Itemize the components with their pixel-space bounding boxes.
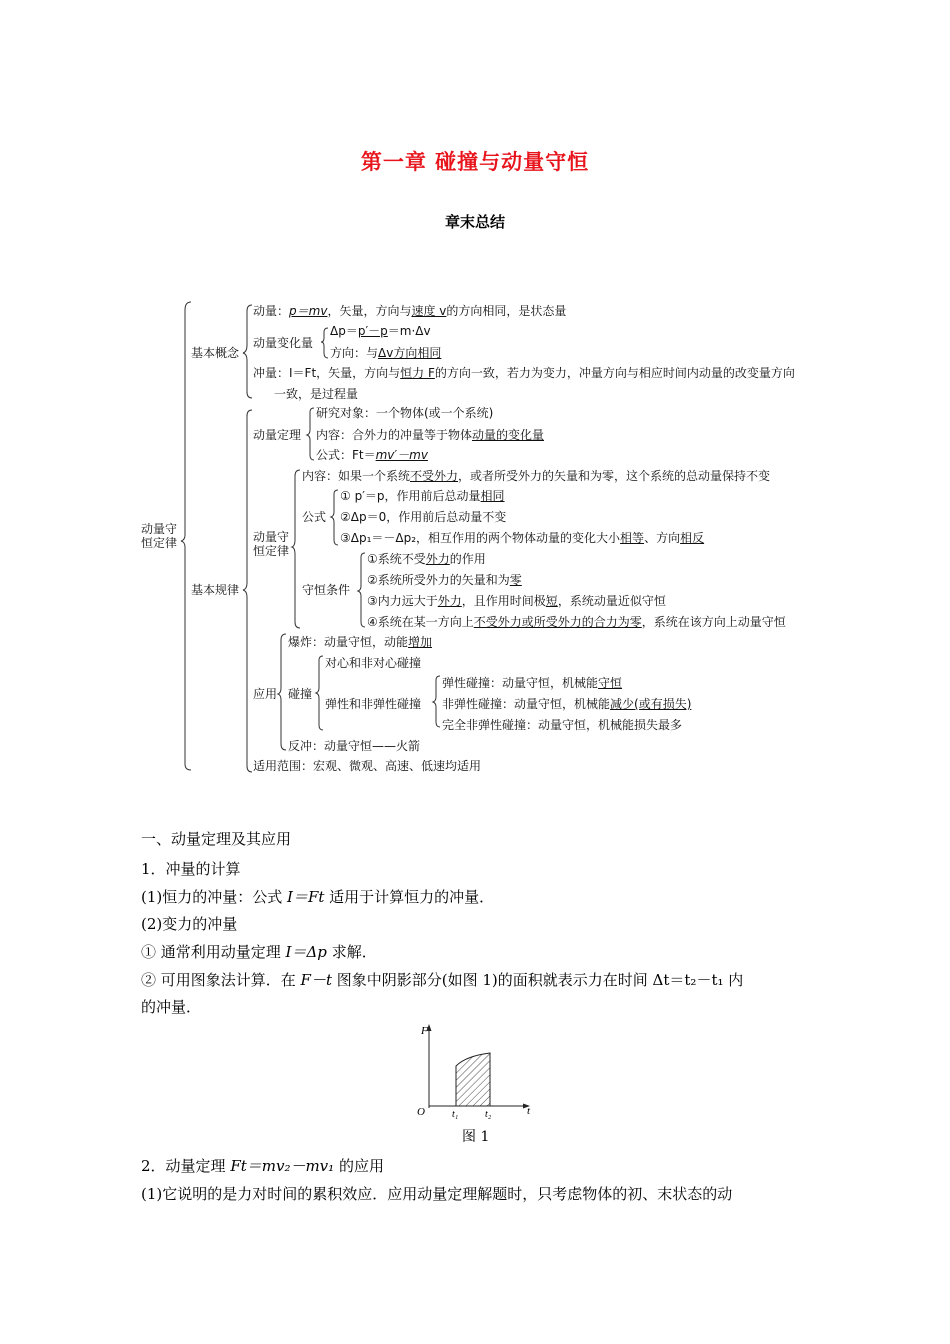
text: 爆炸：动量守恒，动能 xyxy=(288,635,409,649)
conservation-content xyxy=(302,469,770,483)
underlined-answer: 外力 xyxy=(437,594,462,608)
elastic-brace xyxy=(433,676,440,727)
elastic-2 xyxy=(442,697,691,711)
theorem-label: 动量定理 xyxy=(253,428,302,442)
chapter-title: 第一章 碰撞与动量守恒 xyxy=(360,150,590,174)
central-collision: 对心和非对心碰撞 xyxy=(325,656,422,670)
change-line-2 xyxy=(330,346,441,360)
text: 适用于计算恒力的冲量． xyxy=(324,888,495,906)
momentum-formula: p＝mv xyxy=(289,304,328,318)
y-axis-label: F xyxy=(421,1025,428,1037)
paragraph-6: (1)它说明的是力对时间的累积效应．应用动量定理解题时，只考虑物体的初、末状态的动 xyxy=(141,1185,733,1203)
scope-line: 适用范围：宏观、微观、高速、低速均适用 xyxy=(253,759,482,773)
formula: I＝Ft xyxy=(287,888,325,906)
text: ① p′＝p，作用前后总动量 xyxy=(340,489,481,503)
theorem-content xyxy=(316,428,544,442)
underlined-answer: mv′－mv xyxy=(375,448,428,462)
momentum-line xyxy=(253,304,566,318)
underlined-answer: 不受外力或所受外力的合力为零 xyxy=(473,615,642,629)
concepts-label: 基本概念 xyxy=(191,346,240,360)
elastic-label: 弹性和非弹性碰撞 xyxy=(325,697,422,711)
formula-2: ②Δp＝0，作用前后总动量不变 xyxy=(340,510,507,524)
condition-3 xyxy=(367,594,666,608)
text: 的方向相同，是状态量 xyxy=(446,304,567,318)
text: 内容：合外力的冲量等于物体 xyxy=(316,428,473,442)
elastic-3: 完全非弹性碰撞：动量守恒，机械能损失最多 xyxy=(442,718,683,732)
underlined-answer: 外力 xyxy=(425,552,450,566)
text: 动量： xyxy=(253,304,290,318)
underlined-answer: 速度 v xyxy=(411,304,447,318)
mindmap-root xyxy=(141,522,181,550)
text: ② 可用图象法计算．在 xyxy=(141,971,301,989)
origin-label: O xyxy=(417,1106,425,1118)
text: 的应用 xyxy=(334,1157,384,1175)
text: 冲量：I＝Ft，矢量，方向与 xyxy=(253,366,401,380)
change-brace xyxy=(321,328,328,358)
text: 求解． xyxy=(326,943,377,961)
text: Δp＝ xyxy=(330,324,358,338)
impulse-line xyxy=(253,366,795,380)
text: 弹性碰撞：动量守恒，机械能 xyxy=(442,676,599,690)
underlined-answer: 动量的变化量 xyxy=(472,428,545,442)
change-label: 动量变化量 xyxy=(253,336,314,350)
change-line-1 xyxy=(330,324,431,338)
text: ④系统在某一方向上 xyxy=(367,615,474,629)
text: 2．动量定理 xyxy=(141,1157,231,1175)
laws-label: 基本规律 xyxy=(191,583,240,597)
condition-4 xyxy=(367,615,786,629)
text: ③内力远大于 xyxy=(367,594,438,608)
underlined-answer: p′－p xyxy=(357,324,388,338)
underlined-answer: 相同 xyxy=(480,489,505,503)
underlined-answer: 增加 xyxy=(408,635,433,649)
figure-1-caption: 图 1 xyxy=(462,1129,490,1145)
root-brace xyxy=(181,302,191,770)
paragraph-1 xyxy=(141,888,494,906)
text: ③Δp₁＝－Δp₂，相互作用的两个物体动量的变化大小 xyxy=(340,531,621,545)
text: 非弹性碰撞：动量守恒，机械能 xyxy=(442,697,611,711)
text: 图象中阴影部分(如图 1)的面积就表示力在时间 Δt＝t₂－t₁ 内 xyxy=(331,971,744,989)
text: ，且作用时间极 xyxy=(461,594,546,608)
impulse-line-2: 一致，是过程量 xyxy=(274,387,359,401)
text: ，系统在该方向上动量守恒 xyxy=(641,615,786,629)
figure-1-plot xyxy=(410,1020,540,1125)
shaded-area xyxy=(456,1053,490,1106)
formula: F－t xyxy=(300,971,332,989)
condition-2 xyxy=(367,573,522,587)
underlined-answer: 守恒 xyxy=(598,676,623,690)
application-brace xyxy=(278,634,286,750)
text: ，矢量，方向与 xyxy=(327,304,412,318)
formula-label: 公式 xyxy=(302,510,327,524)
paragraph-3 xyxy=(141,943,377,961)
text: ，系统动量近似守恒 xyxy=(557,594,666,608)
text: (1)恒力的冲量：公式 xyxy=(141,888,288,906)
t1-label: t₁ xyxy=(452,1109,459,1120)
text: 动量守 恒定律 xyxy=(253,530,290,558)
formula-brace xyxy=(331,490,338,545)
explosion-line xyxy=(288,635,432,649)
underlined-answer: 不受外力 xyxy=(410,469,459,483)
conditions-brace xyxy=(358,553,365,627)
underlined-answer: 相等 xyxy=(620,531,645,545)
paragraph-2: (2)变力的冲量 xyxy=(141,915,238,933)
text: 内容：如果一个系统 xyxy=(302,469,411,483)
elastic-1 xyxy=(442,676,622,690)
underlined-answer: 减少(或有损失) xyxy=(610,697,692,711)
heading-3 xyxy=(141,1157,384,1175)
text: 方向：与 xyxy=(330,346,379,360)
heading-2: 1．冲量的计算 xyxy=(141,860,241,878)
formula: I＝Δp xyxy=(285,943,327,961)
condition-1 xyxy=(367,552,486,566)
underlined-answer: Δv方向相同 xyxy=(378,346,442,360)
heading-1: 一、动量定理及其应用 xyxy=(141,830,292,848)
recoil-line: 反冲：动量守恒——火箭 xyxy=(288,739,421,753)
underlined-answer: 恒力 F xyxy=(400,366,435,380)
formula-1 xyxy=(340,489,505,503)
root-label: 动量守 恒定律 xyxy=(141,522,178,550)
text: 的作用 xyxy=(449,552,486,566)
text: ① 通常利用动量定理 xyxy=(141,943,286,961)
formula: Ft＝mv₂－mv₁ xyxy=(230,1157,335,1175)
text: ＝m·Δv xyxy=(387,324,431,338)
x-axis-label: t xyxy=(527,1105,531,1117)
underlined-answer: 相反 xyxy=(680,531,705,545)
laws-brace xyxy=(243,410,252,772)
t2-label: t₂ xyxy=(485,1109,492,1120)
theorem-formula xyxy=(316,448,428,462)
concepts-brace xyxy=(243,305,252,398)
conservation-label xyxy=(253,530,298,558)
theorem-object: 研究对象：一个物体(或一个系统) xyxy=(316,406,494,420)
text: 的方向一致，若力为变力，冲量方向与相应时间内动量的改变量方向 xyxy=(434,366,795,380)
collision-brace xyxy=(316,656,323,730)
underlined-answer: 短 xyxy=(545,594,558,608)
collision-label: 碰撞 xyxy=(288,687,313,701)
text: ①系统不受 xyxy=(367,552,426,566)
text: ，或者所受外力的矢量和为零，这个系统的总动量保持不变 xyxy=(458,469,771,483)
section-title: 章末总结 xyxy=(444,213,505,231)
paragraph-5: 的冲量． xyxy=(141,998,202,1016)
text: 公式：Ft＝ xyxy=(316,448,376,462)
theorem-brace xyxy=(307,408,314,460)
paragraph-4 xyxy=(141,971,743,989)
application-label: 应用 xyxy=(253,687,278,701)
text: ②系统所受外力的矢量和为 xyxy=(367,573,510,587)
underlined-answer: 零 xyxy=(509,573,522,587)
text: 、方向 xyxy=(644,531,681,545)
formula-3 xyxy=(340,531,704,545)
conditions-label: 守恒条件 xyxy=(302,583,351,597)
